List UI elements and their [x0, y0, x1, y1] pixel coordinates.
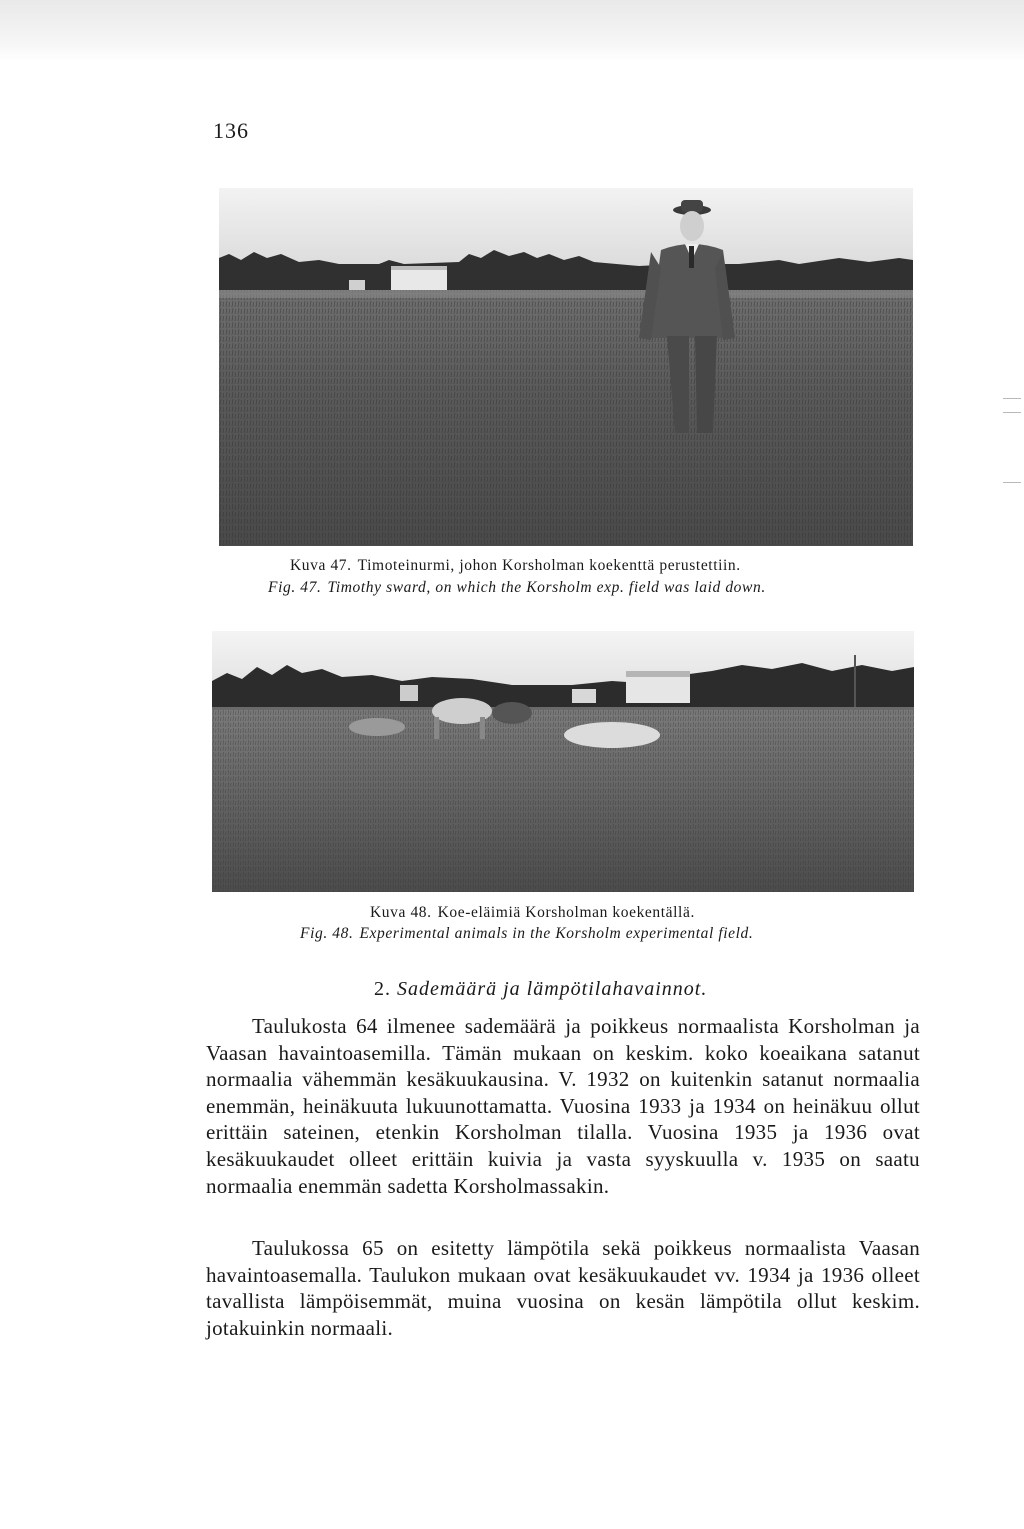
scan-margin-mark — [1003, 412, 1021, 413]
figure-48-text-en: Experimental animals in the Korsholm experimental field. — [359, 925, 754, 942]
figure-48-label-en: Fig. 48. — [300, 925, 354, 942]
figure-48-text-fi: Koe-eläimiä Korsholman koekentällä. — [437, 904, 695, 921]
section-number: 2. — [374, 978, 391, 1000]
scan-margin-mark — [1003, 482, 1021, 483]
page-number: 136 — [213, 118, 249, 143]
figure-48-label-fi: Kuva 48. — [370, 904, 432, 921]
figure-48-caption-en — [300, 924, 753, 943]
section-heading — [374, 978, 707, 1001]
figure-47-text-fi: Timoteinurmi, johon Korsholman koekenttä perustettiin. — [357, 557, 741, 574]
figure-47-label-fi: Kuva 47. — [290, 557, 352, 574]
photo-experimental-animals — [212, 631, 914, 892]
paragraph: Taulukosta 64 ilmenee sademäärä ja poikkeus normaalista Korsholman ja Vaasan havaintoasemilla. Tämän mukaan on keskim. koko koeaikana satanut normaalia vähemmän kesäkuukausina. V. 1932 on kuitenkin satanut normaalia enemmän, heinäkuuta lukuunottamatta. Vuosina 1933 ja 1934 on heinäkuu ollut erittäin sateinen, etenkin Korsholman tilalla. Vuosina 1935 ja 1936 ovat kesäkuukaudet olleet erittäin kuivia ja vasta syyskuulla v. 1935 on saatu normaalia enemmän sadetta Korsholmassakin. — [206, 1014, 920, 1198]
figure-47-caption-fi — [290, 556, 741, 575]
figure-47-caption-en — [268, 578, 766, 597]
figure-48-caption-fi — [370, 903, 695, 922]
photo-timothy-sward — [219, 188, 913, 546]
figure-47-label-en: Fig. 47. — [268, 579, 322, 596]
paragraph: Taulukossa 65 on esitetty lämpötila sekä poikkeus normaalista Vaasan havaintoasemalla. Taulukon mukaan ovat kesäkuukaudet vv. 1934 ja 1936 olleet tavallista lämpöisemmät, muina vuosina on kesän lämpötila ollut keskim. jotakuinkin normaali. — [206, 1236, 920, 1340]
scan-margin-mark — [1003, 398, 1021, 399]
scan-edge — [0, 0, 1024, 62]
section-title: Sademäärä ja lämpötilahavainnot. — [397, 978, 708, 1000]
figure-47-text-en: Timothy sward, on which the Korsholm exp. field was laid down. — [327, 579, 766, 596]
